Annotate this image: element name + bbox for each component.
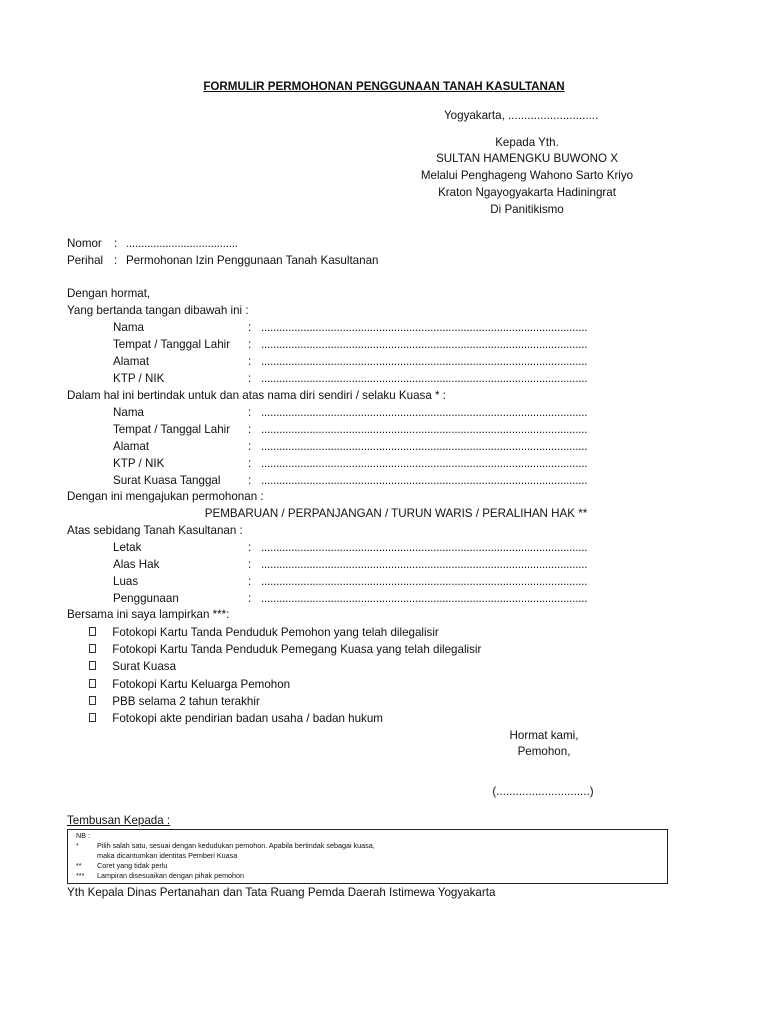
field-blank[interactable]: ............................................................................................................ [261, 406, 588, 419]
attachments-intro: Bersama ini saya lampirkan ***: [67, 608, 230, 621]
nomor-value: ..................................... [126, 237, 238, 250]
attachment-label: Fotokopi Kartu Keluarga Pemohon [112, 678, 291, 691]
attachment-label: Fotokopi Kartu Tanda Penduduk Pemohon yang telah dilegalisir [112, 626, 439, 639]
land-intro: Atas sebidang Tanah Kasultanan : [67, 524, 243, 537]
field-blank[interactable]: ............................................................................................................ [261, 457, 588, 470]
field-label: Alamat [113, 440, 150, 453]
field-colon: : [248, 355, 252, 368]
place-date: Yogyakarta, ............................ [444, 109, 599, 122]
checkbox[interactable] [89, 713, 96, 722]
field-colon: : [248, 541, 252, 554]
nb-mark: ** [76, 861, 82, 870]
form-title: FORMULIR PERMOHONAN PENGGUNAAN TANAH KASULTANAN [203, 80, 565, 93]
perihal-value: Permohonan Izin Penggunaan Tanah Kasultanan [126, 254, 379, 267]
copy-to-line: Yth Kepala Dinas Pertanahan dan Tata Ruang Pemda Daerah Istimewa Yogyakarta [67, 886, 496, 899]
nb-label: NB : [76, 831, 90, 840]
field-colon: : [248, 423, 252, 436]
nomor-label: Nomor [67, 237, 102, 250]
nb-box [67, 829, 668, 884]
field-blank[interactable]: ............................................................................................................ [261, 321, 588, 334]
field-label: Nama [113, 406, 144, 419]
attachment-item [89, 644, 481, 656]
field-blank[interactable]: ............................................................................................................ [261, 558, 588, 571]
checkbox[interactable] [89, 644, 96, 653]
attachment-label: Fotokopi Kartu Tanda Penduduk Pemegang Kuasa yang telah dilegalisir [112, 643, 482, 656]
nb-note: maka dicantumkan identitas Pemberi Kuasa [97, 851, 238, 860]
field-colon: : [248, 575, 252, 588]
request-type: PEMBARUAN / PERPANJANGAN / TURUN WARIS / PERALIHAN HAK ** [204, 507, 588, 520]
field-label: Penggunaan [113, 592, 179, 605]
nb-note: Coret yang tidak perlu [97, 861, 168, 870]
signature-closing: Hormat kami, [509, 729, 579, 742]
field-colon: : [248, 457, 252, 470]
recipient-line: Kraton Ngayogyakarta Hadiningrat [438, 186, 616, 199]
nb-note: Pilih salah satu, sesuai dengan kedudukan pemohon. Apabila bertindak sebagai kuasa, [97, 841, 375, 850]
field-blank[interactable]: ............................................................................................................ [261, 541, 588, 554]
checkbox[interactable] [89, 679, 96, 688]
checkbox[interactable] [89, 661, 96, 670]
attachment-item [89, 661, 176, 673]
field-blank[interactable]: ............................................................................................................ [261, 372, 588, 385]
attachment-item [89, 627, 439, 639]
field-label: Alas Hak [113, 558, 160, 571]
field-colon: : [248, 592, 252, 605]
field-label: Surat Kuasa Tanggal [113, 474, 221, 487]
field-label: Alamat [113, 355, 150, 368]
tembusan-heading: Tembusan Kepada : [67, 814, 171, 827]
recipient-line: SULTAN HAMENGKU BUWONO X [436, 152, 618, 165]
field-label: KTP / NIK [113, 457, 165, 470]
nb-note: Lampiran disesuaikan dengan pihak pemohon [97, 871, 245, 880]
signature-name[interactable]: (.............................) [492, 785, 594, 798]
signature-role: Pemohon, [517, 745, 571, 758]
field-colon: : [248, 558, 252, 571]
field-colon: : [248, 440, 252, 453]
nb-mark: * [76, 841, 79, 850]
field-blank[interactable]: ............................................................................................................ [261, 474, 588, 487]
applicant-intro: Yang bertanda tangan dibawah ini : [67, 304, 249, 317]
field-colon: : [248, 406, 252, 419]
attachment-label: Surat Kuasa [112, 660, 177, 673]
field-blank[interactable]: ............................................................................................................ [261, 440, 588, 453]
field-label: KTP / NIK [113, 372, 165, 385]
attachment-label: PBB selama 2 tahun terakhir [112, 695, 260, 708]
field-blank[interactable]: ............................................................................................................ [261, 575, 588, 588]
recipient-line: Kepada Yth. [495, 136, 559, 149]
field-colon: : [248, 338, 252, 351]
field-blank[interactable]: ............................................................................................................ [261, 592, 588, 605]
field-label: Letak [113, 541, 142, 554]
nb-mark: *** [76, 871, 85, 880]
recipient-line: Di Panitikismo [490, 203, 564, 216]
field-label: Nama [113, 321, 144, 334]
field-label: Luas [113, 575, 139, 588]
attachment-item [89, 696, 260, 708]
field-label: Tempat / Tanggal Lahir [113, 423, 231, 436]
request-intro: Dengan ini mengajukan permohonan : [67, 490, 264, 503]
attachment-label: Fotokopi akte pendirian badan usaha / badan hukum [112, 712, 383, 725]
checkbox[interactable] [89, 627, 96, 636]
field-colon: : [248, 321, 252, 334]
attachment-item [89, 713, 383, 725]
nomor-colon: : [114, 237, 118, 250]
greeting: Dengan hormat, [67, 287, 151, 300]
checkbox[interactable] [89, 696, 96, 705]
field-label: Tempat / Tanggal Lahir [113, 338, 231, 351]
recipient-line: Melalui Penghageng Wahono Sarto Kriyo [420, 169, 634, 182]
field-blank[interactable]: ............................................................................................................ [261, 355, 588, 368]
perihal-colon: : [114, 254, 118, 267]
field-colon: : [248, 372, 252, 385]
attachment-item [89, 679, 290, 691]
field-colon: : [248, 474, 252, 487]
proxy-intro: Dalam hal ini bertindak untuk dan atas nama diri sendiri / selaku Kuasa * : [67, 389, 446, 402]
field-blank[interactable]: ............................................................................................................ [261, 423, 588, 436]
perihal-label: Perihal [67, 254, 104, 267]
field-blank[interactable]: ............................................................................................................ [261, 338, 588, 351]
